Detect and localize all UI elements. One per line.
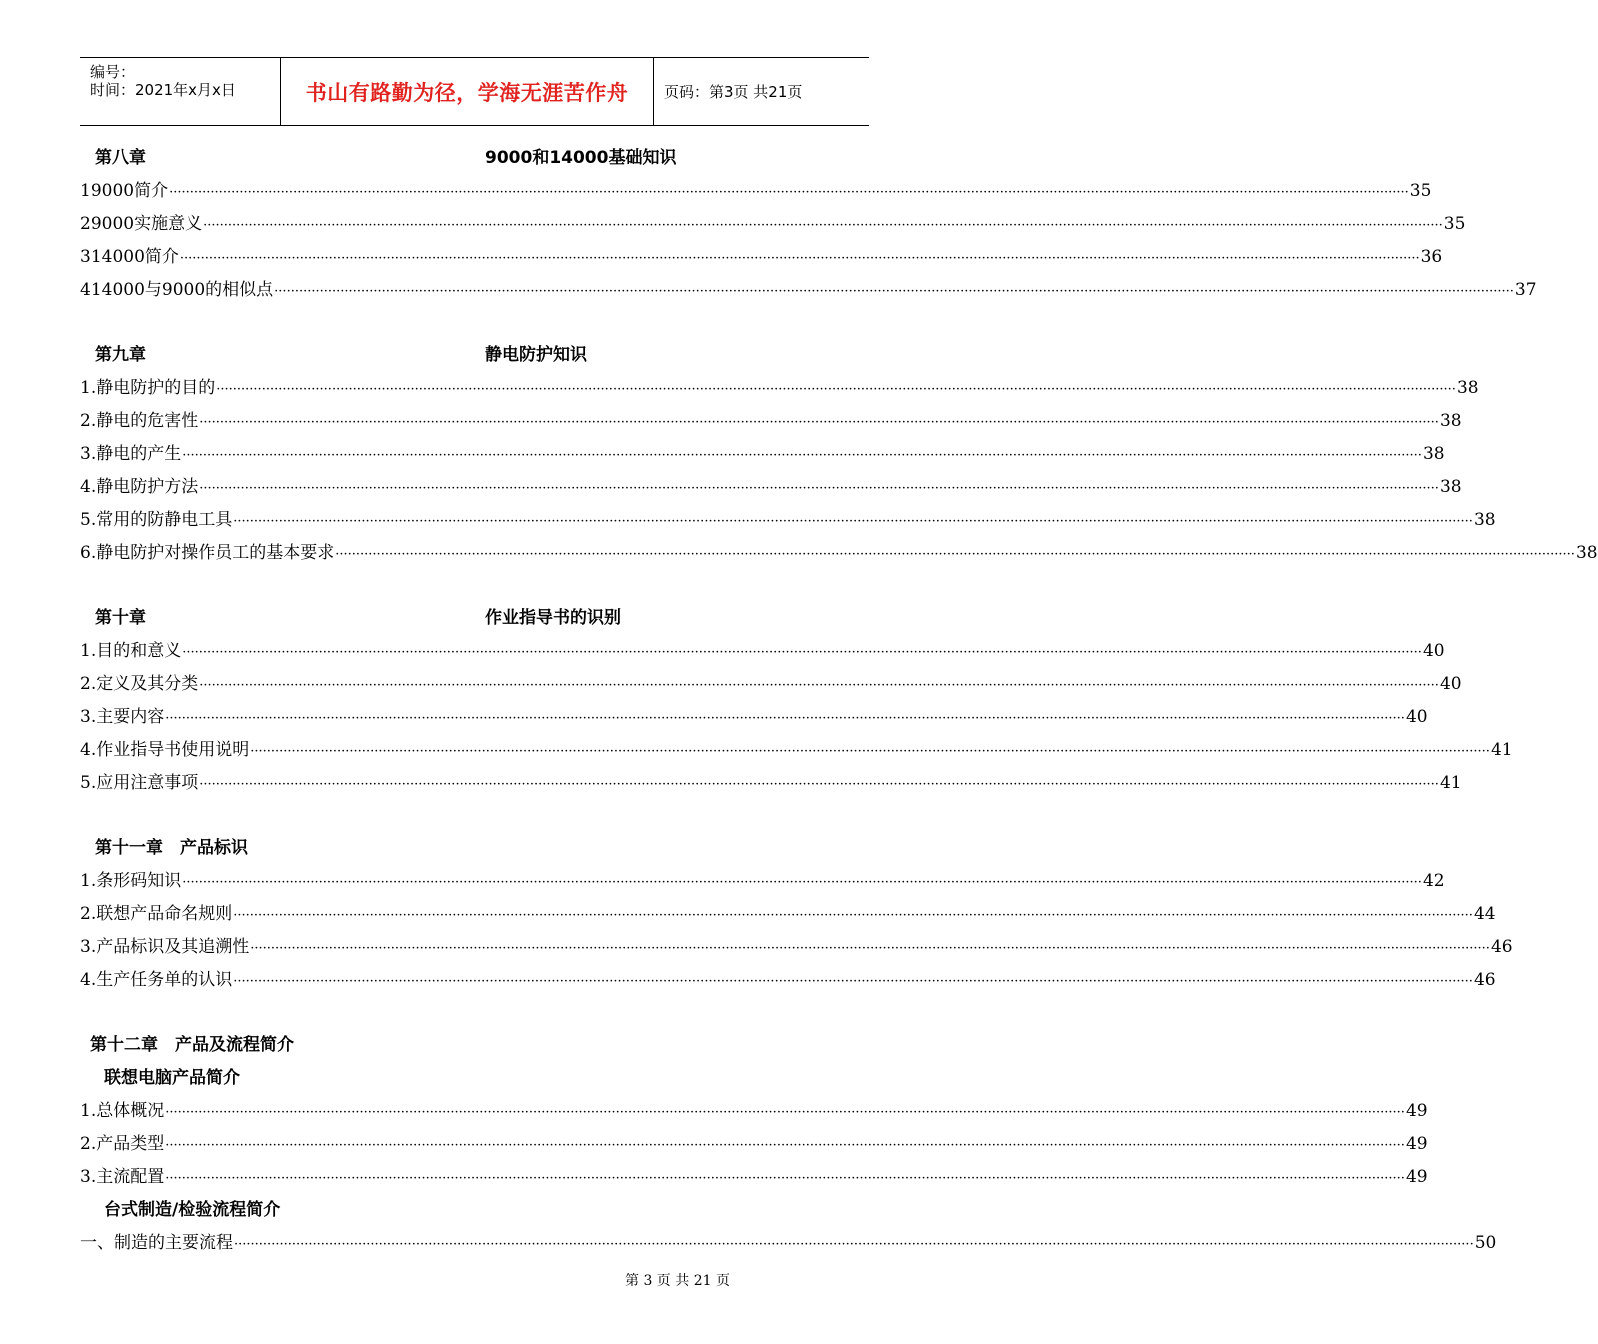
toc-entry-page: 49 <box>1405 1167 1428 1187</box>
toc-entry-title: 1.目的和意义 <box>80 641 182 661</box>
toc-entry-title: 6.静电防护对操作员工的基本要求 <box>80 543 335 563</box>
toc-entry[interactable] <box>80 475 1462 499</box>
toc-entry-page: 44 <box>1473 904 1496 924</box>
toc-leader-dots: ············································································································································································································································································································ <box>199 481 1439 496</box>
toc-entry-title: 2.联想产品命名规则 <box>80 904 233 924</box>
chapter-subject: 9000和14000基础知识 <box>485 148 677 168</box>
toc-entry-page: 38 <box>1456 378 1479 398</box>
header-page-info: 页码：第3页 共21页 <box>664 83 803 101</box>
toc-entry-page: 38 <box>1422 444 1445 464</box>
toc-leader-dots: ············································································································································································································································································································ <box>199 415 1439 430</box>
toc-leader-dots: ············································································································································································································································································································ <box>179 251 1420 266</box>
toc-leader-dots: ············································································································································································································································································································ <box>169 185 1409 200</box>
header-meta <box>80 58 281 125</box>
toc-entry-title: 314000简介 <box>80 247 179 267</box>
toc-entry-page: 37 <box>1514 280 1537 300</box>
toc-leader-dots: ············································································································································································································································································································ <box>182 875 1422 890</box>
toc-leader-dots: ············································································································································································································································································································ <box>234 1237 1474 1252</box>
chapter-label: 第十一章 产品标识 <box>95 838 248 858</box>
toc-entry-page: 49 <box>1405 1101 1428 1121</box>
toc-leader-dots: ············································································································································································································································································································ <box>165 1105 1405 1120</box>
toc-entry-title: 一、制造的主要流程 <box>80 1233 233 1253</box>
chapter-label: 第九章 <box>95 345 146 365</box>
toc-leader-dots: ············································································································································································································································································································ <box>182 448 1422 463</box>
toc-entry-page: 42 <box>1422 871 1445 891</box>
toc-entry[interactable] <box>80 245 1443 269</box>
toc-entry-page: 35 <box>1443 214 1466 234</box>
header-time-label: 时间：2021年x月x日 <box>90 81 236 99</box>
chapter-heading <box>95 343 587 367</box>
toc-entry-title: 4.作业指导书使用说明 <box>80 740 250 760</box>
toc-entry-page: 38 <box>1575 543 1598 563</box>
chapter-label: 第十二章 产品及流程简介 <box>90 1035 294 1055</box>
toc-entry[interactable] <box>80 672 1462 696</box>
toc-leader-dots: ············································································································································································································································································································ <box>250 744 1490 759</box>
page-footer: 第 3 页 共 21 页 <box>625 1273 730 1289</box>
toc-entry-title: 2.定义及其分类 <box>80 674 199 694</box>
toc-entry[interactable] <box>80 212 1466 236</box>
toc-entry[interactable] <box>80 1132 1428 1156</box>
toc-leader-dots: ············································································································································································································································································································ <box>199 777 1439 792</box>
toc-entry-title: 5.应用注意事项 <box>80 773 199 793</box>
toc-entry-title: 1.条形码知识 <box>80 871 182 891</box>
toc-leader-dots: ············································································································································································································································································································ <box>250 941 1490 956</box>
toc-leader-dots: ············································································································································································································································································································ <box>233 514 1473 529</box>
section-heading: 台式制造/检验流程简介 <box>104 1200 281 1220</box>
toc-entry[interactable] <box>80 541 1598 565</box>
toc-entry-page: 40 <box>1422 641 1445 661</box>
toc-entry[interactable] <box>80 508 1496 532</box>
toc-entry[interactable] <box>80 869 1445 893</box>
toc-leader-dots: ············································································································································································································································································································ <box>335 547 1575 562</box>
toc-leader-dots: ············································································································································································································································································································ <box>165 1138 1405 1153</box>
section-heading: 联想电脑产品简介 <box>104 1068 240 1088</box>
toc-entry-title: 3.主要内容 <box>80 707 165 727</box>
toc-entry[interactable] <box>80 442 1445 466</box>
toc-entry[interactable] <box>80 1165 1428 1189</box>
toc-entry[interactable] <box>80 1231 1497 1255</box>
toc-entry-title: 5.常用的防静电工具 <box>80 510 233 530</box>
toc-entry-title: 3.静电的产生 <box>80 444 182 464</box>
toc-entry-page: 41 <box>1490 740 1513 760</box>
toc-entry-page: 40 <box>1405 707 1428 727</box>
toc-entry-page: 36 <box>1420 247 1443 267</box>
toc-entry[interactable] <box>80 738 1513 762</box>
toc-entry-title: 414000与9000的相似点 <box>80 280 274 300</box>
toc-entry[interactable] <box>80 179 1432 203</box>
toc-entry-title: 2.产品类型 <box>80 1134 165 1154</box>
toc-entry[interactable] <box>80 935 1513 959</box>
toc-entry-title: 4.生产任务单的认识 <box>80 970 233 990</box>
toc-entry[interactable] <box>80 1099 1428 1123</box>
toc-entry-page: 35 <box>1409 181 1432 201</box>
toc-leader-dots: ············································································································································································································································································································ <box>233 974 1473 989</box>
toc-entry-page: 38 <box>1439 477 1462 497</box>
toc-entry-title: 1.总体概况 <box>80 1101 165 1121</box>
chapter-label: 第十章 <box>95 608 146 628</box>
toc-entry-page: 46 <box>1490 937 1513 957</box>
toc-entry-page: 46 <box>1473 970 1496 990</box>
toc-entry-page: 49 <box>1405 1134 1428 1154</box>
chapter-heading <box>95 146 677 170</box>
toc-leader-dots: ············································································································································································································································································································ <box>165 1171 1405 1186</box>
toc-entry-title: 29000实施意义 <box>80 214 203 234</box>
toc-entry-page: 41 <box>1439 773 1462 793</box>
toc-entry-page: 50 <box>1474 1233 1497 1253</box>
toc-leader-dots: ············································································································································································································································································································ <box>182 645 1422 660</box>
toc-leader-dots: ············································································································································································································································································································ <box>165 711 1405 726</box>
chapter-subject: 作业指导书的识别 <box>485 608 621 628</box>
header-number-label: 编号： <box>90 63 136 81</box>
toc-leader-dots: ············································································································································································································································································································ <box>216 382 1456 397</box>
toc-entry-title: 1.静电防护的目的 <box>80 378 216 398</box>
toc-leader-dots: ············································································································································································································································································································ <box>199 678 1439 693</box>
chapter-subject: 静电防护知识 <box>485 345 587 365</box>
toc-entry[interactable] <box>80 376 1479 400</box>
chapter-heading <box>95 836 248 860</box>
toc-entry-title: 3.产品标识及其追溯性 <box>80 937 250 957</box>
toc-entry[interactable] <box>80 278 1537 302</box>
toc-entry-title: 4.静电防护方法 <box>80 477 199 497</box>
toc-leader-dots: ············································································································································································································································································································ <box>233 908 1473 923</box>
toc-leader-dots: ············································································································································································································································································································ <box>203 218 1443 233</box>
chapter-heading <box>95 606 621 630</box>
toc-entry[interactable] <box>80 771 1462 795</box>
chapter-heading <box>90 1033 294 1057</box>
toc-entry-title: 3.主流配置 <box>80 1167 165 1187</box>
toc-entry-title: 19000简介 <box>80 181 169 201</box>
chapter-label: 第八章 <box>95 148 146 168</box>
toc-entry[interactable] <box>80 639 1445 663</box>
toc-entry[interactable] <box>80 409 1462 433</box>
toc-entry-page: 38 <box>1473 510 1496 530</box>
toc-entry[interactable] <box>80 705 1428 729</box>
toc-entry-title: 2.静电的危害性 <box>80 411 199 431</box>
toc-entry[interactable] <box>80 968 1496 992</box>
toc-entry-page: 40 <box>1439 674 1462 694</box>
toc-entry-page: 38 <box>1439 411 1462 431</box>
toc-entry[interactable] <box>80 902 1496 926</box>
page-header <box>80 57 869 126</box>
header-motto: 书山有路勤为径，学海无涯苦作舟 <box>281 58 654 125</box>
toc-leader-dots: ············································································································································································································································································································ <box>274 284 1514 299</box>
